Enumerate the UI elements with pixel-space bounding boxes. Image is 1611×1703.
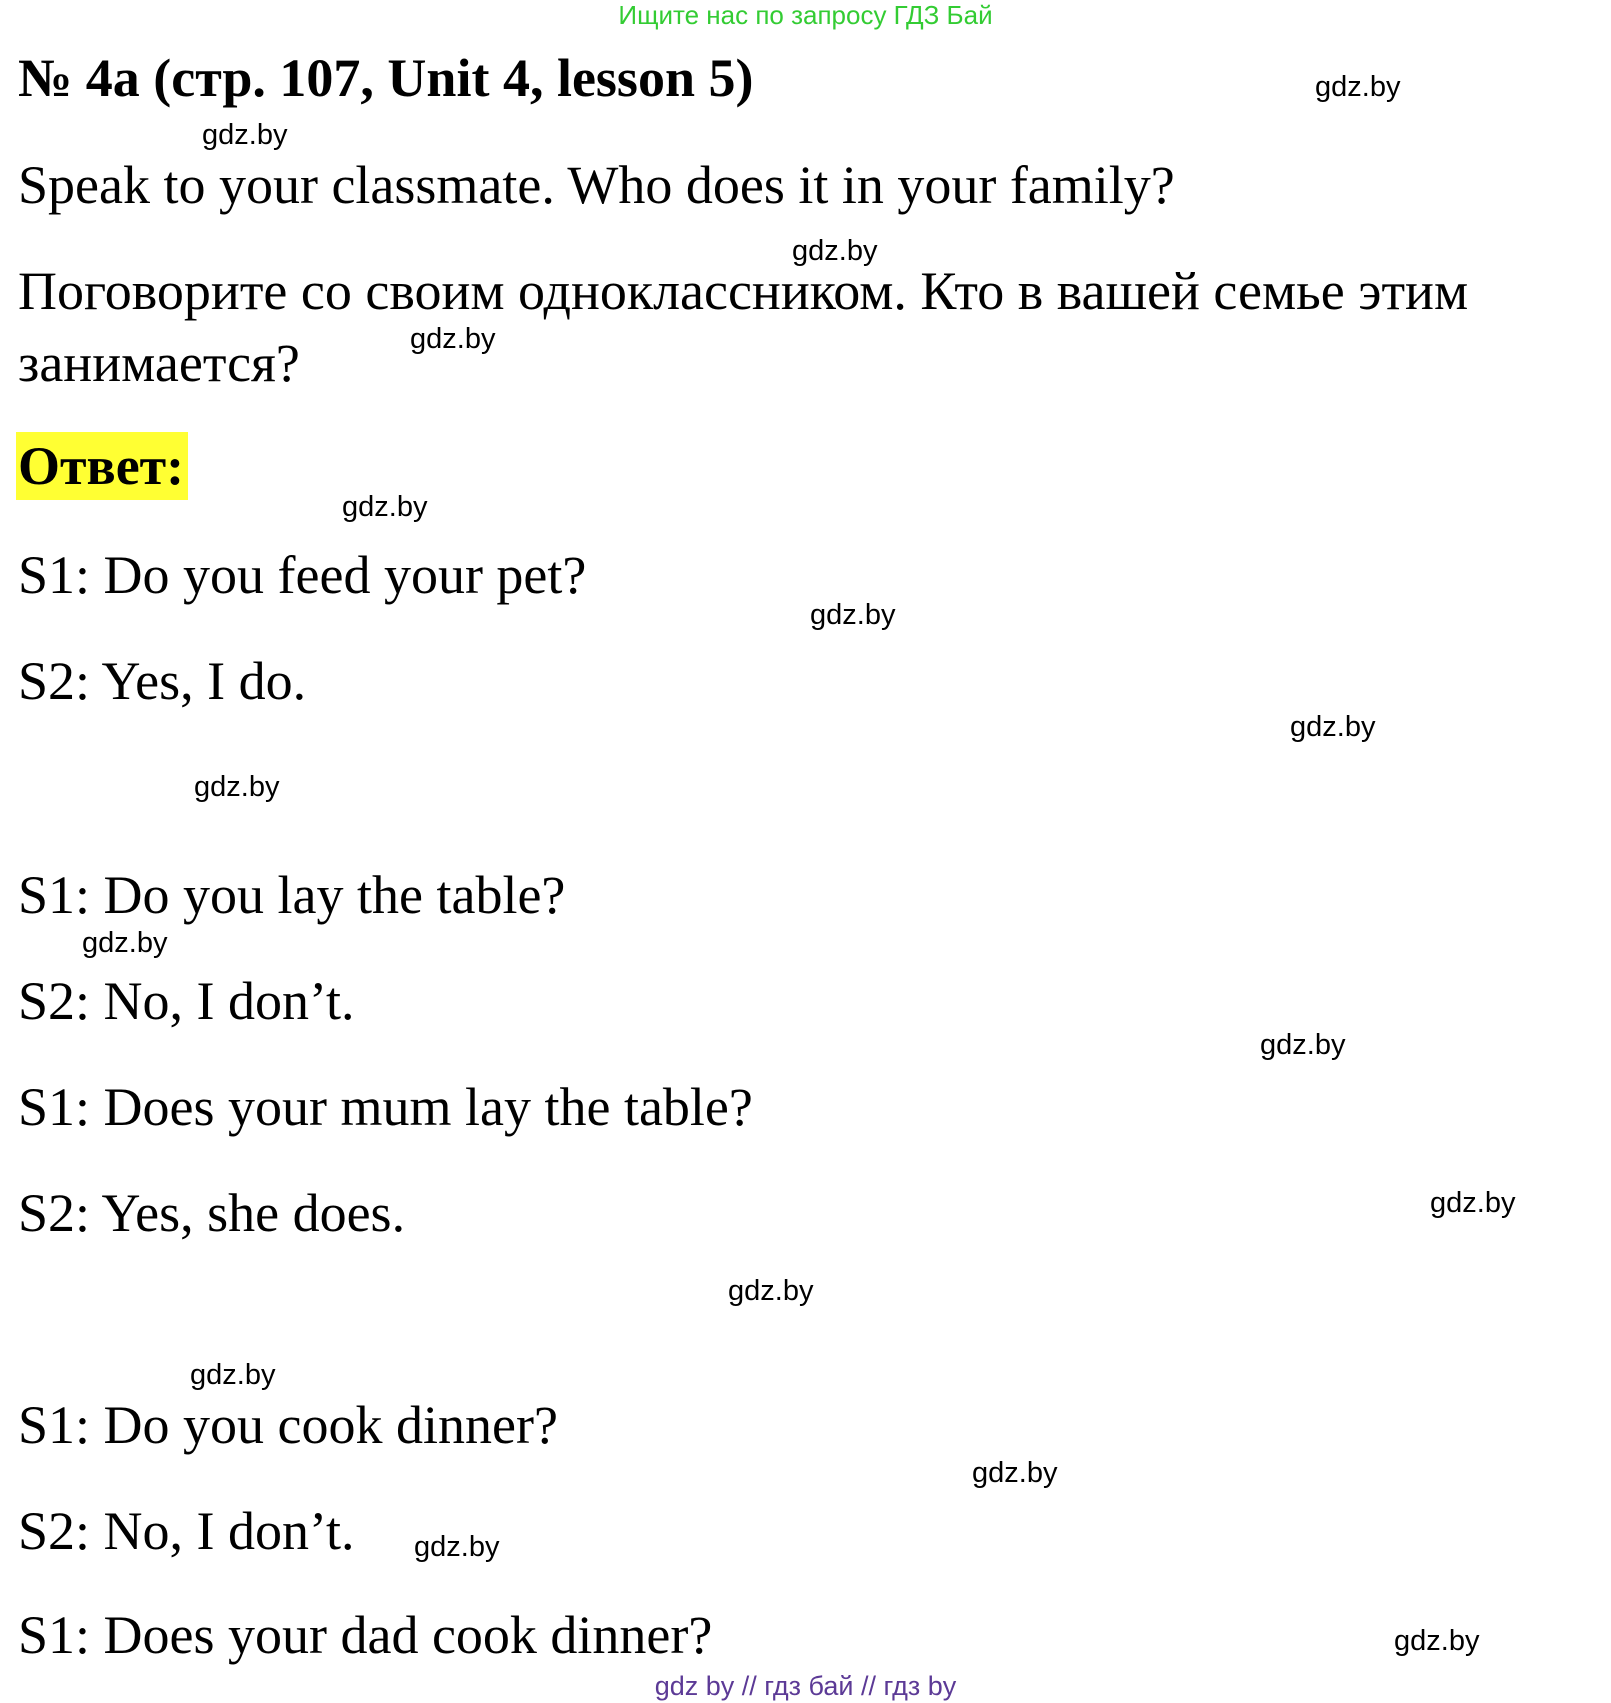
dialogue-line: S1: Do you feed your pet? — [18, 545, 587, 605]
dialogue-line: S1: Does your mum lay the table? — [18, 1077, 753, 1137]
task-russian-line-1: Поговорите со своим одноклассником. Кто в вашей семье этим — [18, 261, 1469, 321]
watermark: gdz.by — [414, 1531, 500, 1563]
watermark: gdz.by — [810, 599, 896, 631]
watermark: gdz.by — [728, 1275, 814, 1307]
watermark: gdz.by — [1315, 71, 1401, 103]
watermark: gdz.by — [972, 1457, 1058, 1489]
watermark: gdz.by — [792, 235, 878, 267]
watermark: gdz.by — [190, 1359, 276, 1391]
dialogue-line: S1: Do you cook dinner? — [18, 1395, 558, 1455]
dialogue-line: S2: No, I don’t. — [18, 971, 355, 1031]
dialogue-line: S1: Does your dad cook dinner? — [18, 1605, 713, 1665]
watermark: gdz.by — [1290, 711, 1376, 743]
exercise-title: № 4а (стр. 107, Unit 4, lesson 5) — [18, 48, 754, 108]
watermark: gdz.by — [194, 771, 280, 803]
watermark: gdz.by — [1260, 1029, 1346, 1061]
dialogue-line: S2: Yes, she does. — [18, 1183, 406, 1243]
task-english: Speak to your classmate. Who does it in your family? — [18, 155, 1175, 215]
footer-links: gdz by // гдз бай // гдз by — [654, 1671, 957, 1701]
dialogue-line: S1: Do you lay the table? — [18, 865, 566, 925]
watermark: gdz.by — [342, 491, 428, 523]
dialogue-line: S2: Yes, I do. — [18, 651, 307, 711]
watermark: gdz.by — [410, 323, 496, 355]
watermark: gdz.by — [82, 927, 168, 959]
task-russian-line-2: занимается? — [18, 333, 300, 393]
search-hint-banner: Ищите нас по запросу ГДЗ Бай — [618, 0, 993, 30]
watermark: gdz.by — [1394, 1625, 1480, 1657]
watermark: gdz.by — [1430, 1187, 1516, 1219]
answer-label: Ответ: — [16, 432, 188, 500]
dialogue-line: S2: No, I don’t. — [18, 1501, 355, 1561]
watermark: gdz.by — [202, 119, 288, 151]
